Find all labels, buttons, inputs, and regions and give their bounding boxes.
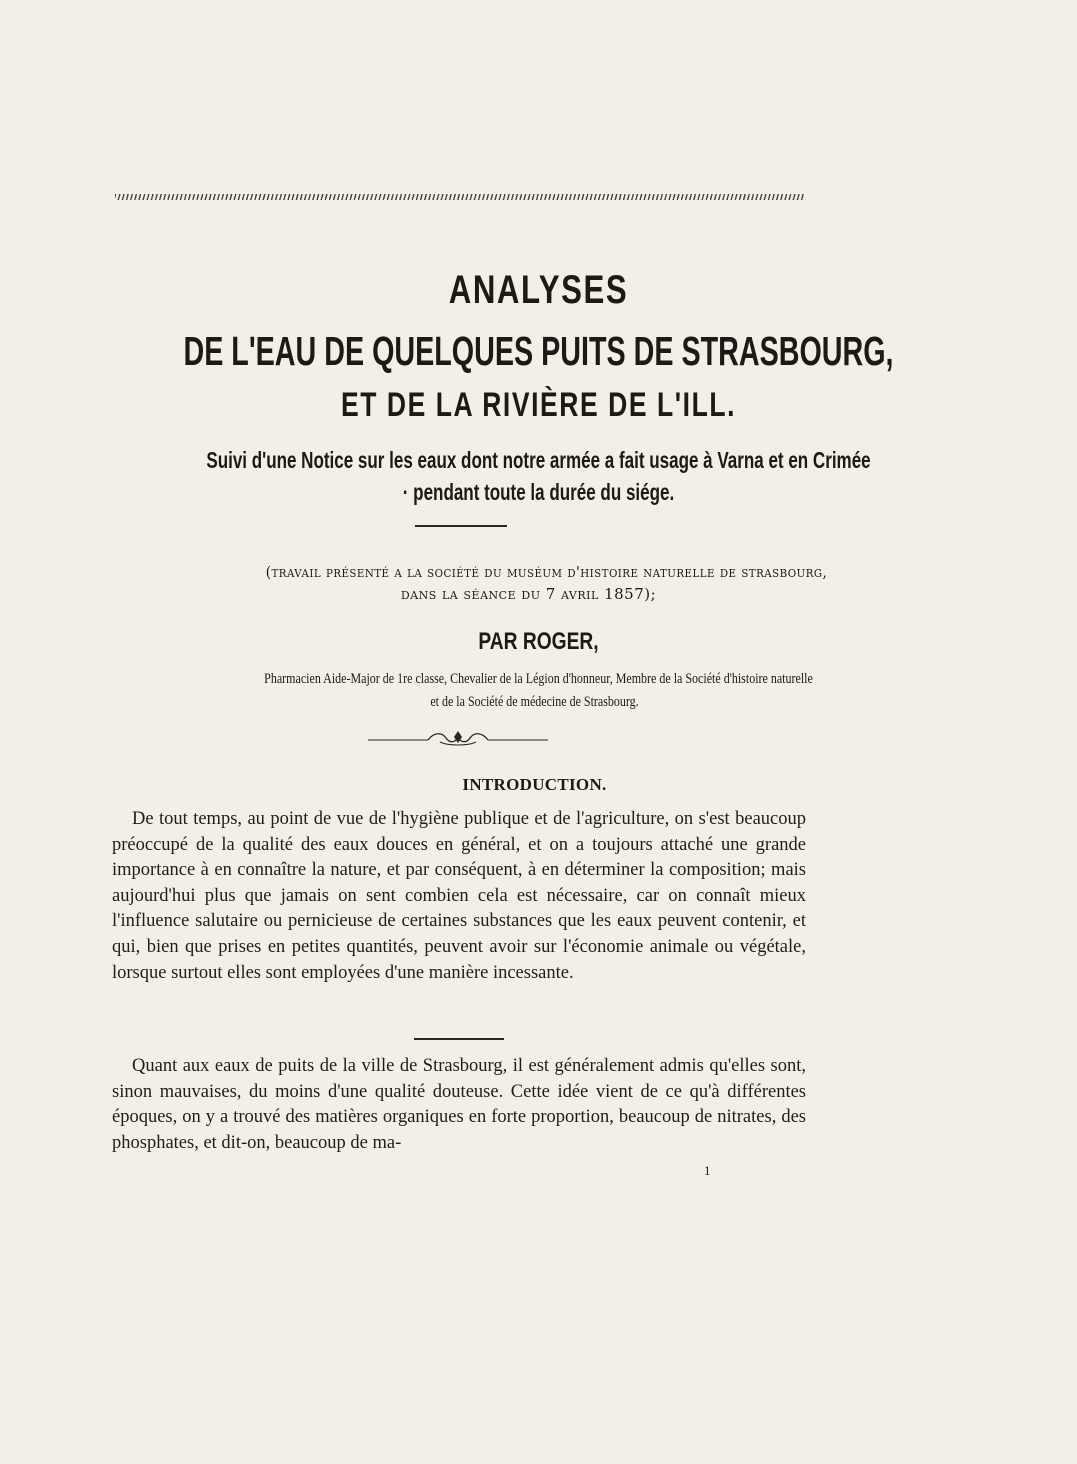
- author-credentials-line-1: Pharmacien Aide-Major de 1re classe, Chevalier de la Légion d'honneur, Membre de la Société d'histoire naturelle: [264, 671, 813, 687]
- author-credentials-line-2: et de la Société de médecine de Strasbourg.: [430, 694, 639, 710]
- page-number: 1: [704, 1163, 711, 1178]
- author-byline: PAR ROGER,: [478, 628, 599, 655]
- presentation-line-1: (travail présenté a la société du muséum d'histoire naturelle de strasbourg,: [265, 563, 828, 581]
- title-line-1: ANALYSES: [448, 268, 629, 312]
- presentation-line-2: dans la séance du 7 avril 1857);: [400, 585, 657, 603]
- introduction-paragraph-2: Quant aux eaux de puits de la ville de Strasbourg, il est généralement admis qu'elles sont, sinon mauvaises, du moins d'une qualité douteuse. Cette idée vient de ce qu'à différentes époques, on y a trouvé des matières organiques en forte proportion, beaucoup de nitrates, des phosphates, et dit-on, beaucoup de ma-: [112, 1056, 806, 1153]
- paragraph-divider: [414, 1038, 504, 1040]
- title-line-3: ET DE LA RIVIÈRE DE L'ILL.: [340, 386, 737, 424]
- title-line-2: DE L'EAU DE QUELQUES PUITS DE STRASBOURG,: [183, 328, 894, 374]
- introduction-heading: INTRODUCTION.: [462, 775, 607, 794]
- subtitle-line-2: · pendant toute la durée du siége.: [402, 479, 675, 505]
- subtitle-line-1: Suivi d'une Notice sur les eaux dont notre armée a fait usage à Varna et en Crimée: [206, 447, 871, 473]
- top-decorative-rule: [115, 194, 805, 200]
- introduction-paragraph-1: De tout temps, au point de vue de l'hygiène publique et de l'agriculture, on s'est beaucoup préoccupé de la qualité des eaux douces en général, et on a toujours attaché une grande importance à en connaître la nature, et par conséquent, à en déterminer la composition; mais aujourd'hui plus que jamais on sent combien cela est nécessaire, car on connaît mieux l'influence salutaire ou pernicieuse de certaines substances que les eaux peuvent contenir, et qui, bien que prises en petites quantités, peuvent avoir sur l'économie animale ou végétale, lorsque surtout elles sont employées d'une manière incessante.: [112, 809, 806, 983]
- section-divider: [415, 525, 507, 527]
- ornament-divider: [368, 728, 548, 748]
